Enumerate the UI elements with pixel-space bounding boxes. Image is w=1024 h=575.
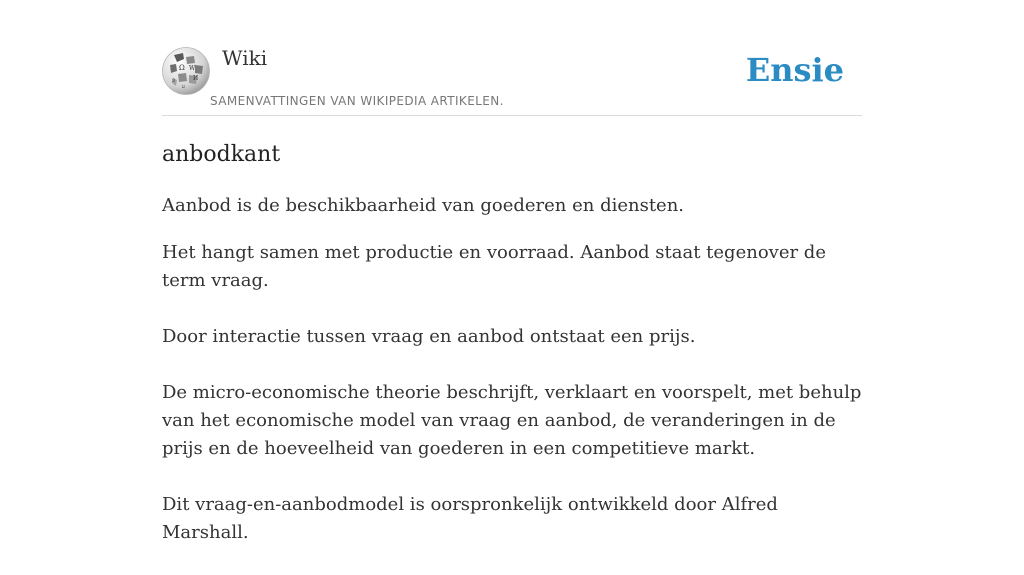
- svg-text:ע: ע: [182, 84, 185, 90]
- article-lead: Aanbod is de beschikbaarheid van goederen en diensten.: [162, 195, 685, 216]
- ensie-brand-link[interactable]: Ensie: [745, 51, 844, 89]
- wikipedia-globe-icon[interactable]: [162, 47, 210, 95]
- svg-text:Ω: Ω: [179, 64, 185, 72]
- article-paragraph: Het hangt samen met productie en voorraad. Aanbod staat tegenover de term vraag.: [162, 242, 826, 291]
- site-name-link[interactable]: Wiki: [222, 46, 268, 70]
- article-paragraph: Dit vraag-en-aanbodmodel is oorspronkelijk ontwikkeld door Alfred Marshall.: [162, 494, 778, 543]
- svg-text:W: W: [189, 65, 196, 72]
- site-header: [162, 0, 862, 116]
- svg-text:ვ: ვ: [172, 77, 175, 83]
- article-title: anbodkant: [162, 142, 281, 167]
- main-container: [162, 0, 862, 543]
- article-content: [162, 192, 862, 575]
- article-paragraph: Door interactie tussen vraag en aanbod ontstaat een prijs.: [162, 326, 696, 347]
- site-tagline: SAMENVATTINGEN VAN WIKIPEDIA ARTIKELEN.: [210, 94, 504, 108]
- svg-text:И: И: [193, 75, 199, 82]
- article-paragraph: De micro-economische theorie beschrijft, verklaart en voorspelt, met behulp van het economische model van vraag en aanbod, de veranderingen in de prijs en de hoeveelheid van goederen in een competitieve markt.: [162, 382, 862, 459]
